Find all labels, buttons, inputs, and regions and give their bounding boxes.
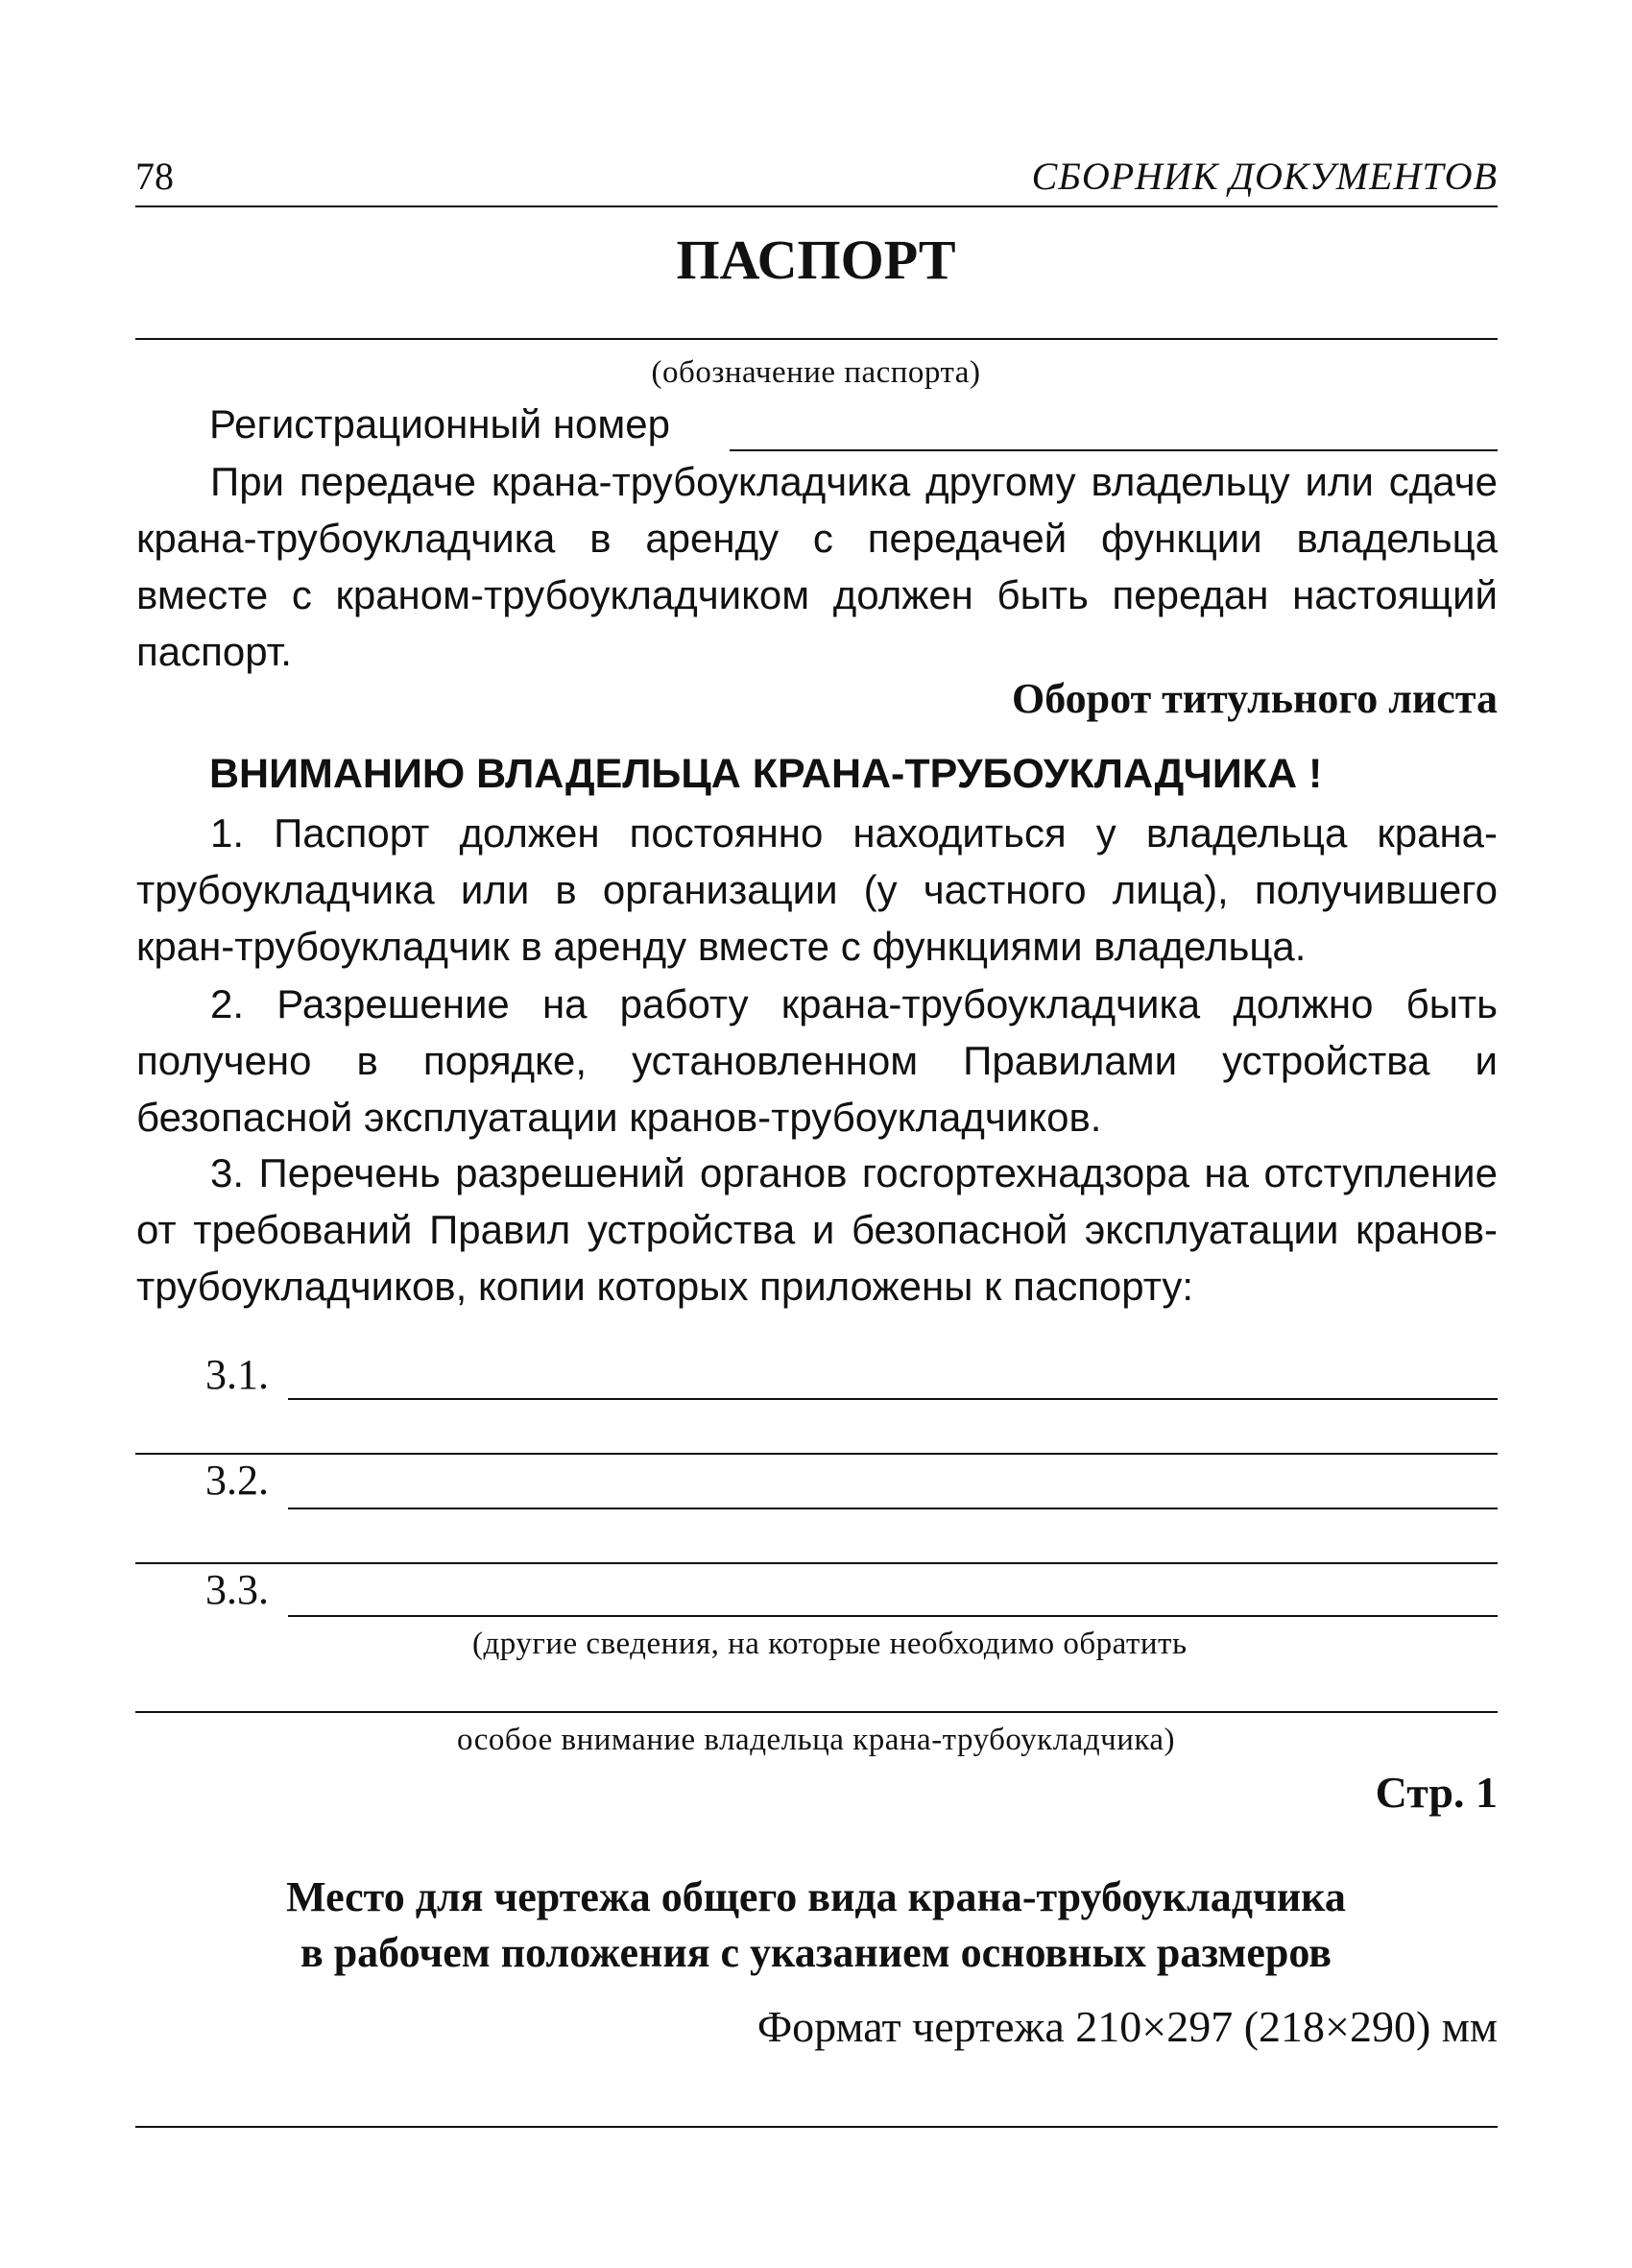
subitem-3-2-label: 3.2. (205, 1457, 269, 1504)
subitem-3-3-line (288, 1615, 1498, 1617)
subitem-3-3-label: 3.3. (205, 1566, 269, 1613)
drawing-title-line-1: Место для чертежа общего вида крана-трубоукладчика (286, 1873, 1346, 1920)
page-number: 78 (135, 155, 174, 198)
registration-field-line (730, 449, 1498, 451)
subitem-3-2-continuation-line (135, 1562, 1498, 1564)
page-label: Стр. 1 (1375, 1768, 1498, 1817)
subitem-3-1-continuation-line (135, 1453, 1498, 1455)
registration-label: Регистрационный номер (209, 401, 670, 446)
item-1: 1. Паспорт должен постоянно находиться у владельца крана-трубоукладчика или в организации (у частного лица), получившего кран-трубоукладчик в аренду вместе с функциями владельца. (136, 810, 1498, 969)
designation-caption: (обозначение паспорта) (651, 355, 981, 390)
designation-line (135, 338, 1498, 340)
attention-heading: ВНИМАНИЮ ВЛАДЕЛЬЦА КРАНА-ТРУБОУКЛАДЧИКА ! (209, 751, 1323, 797)
item-3: 3. Перечень разрешений органов госгортехнадзора на отступление от требований Правил устройства и безопасной эксплуатации кранов-трубоукладчиков, копии которых приложены к паспорту: (136, 1150, 1498, 1309)
drawing-format: Формат чертежа 210×297 (218×290) мм (756, 2002, 1498, 2051)
transfer-paragraph: При передаче крана-трубоукладчика другому владельцу или сдаче крана-трубоукладчика в аренду с передачей функции владельца вместе с краном-трубоукладчиком должен быть передан настоящий паспорт. (136, 459, 1498, 674)
other-info-caption-2: особое внимание владельца крана-трубоукладчика) (456, 1723, 1176, 1757)
bottom-rule (135, 2126, 1498, 2128)
document-title: ПАСПОРТ (676, 229, 956, 291)
other-info-line (135, 1711, 1498, 1713)
subitem-3-2-line (288, 1508, 1498, 1509)
drawing-title-line-2: в рабочем положения с указанием основных размеров (300, 1929, 1332, 1976)
item-2: 2. Разрешение на работу крана-трубоукладчика должно быть получено в порядке, установленном Правилами устройства и безопасной эксплуатации кранов-трубоукладчиков. (136, 981, 1498, 1140)
subitem-3-1-line (288, 1398, 1498, 1400)
section-heading: Оборот титульного листа (1012, 675, 1498, 722)
other-info-caption-1: (другие сведения, на которые необходимо обратить (472, 1627, 1188, 1661)
header-rule (135, 205, 1498, 207)
running-title: СБОРНИК ДОКУМЕНТОВ (1031, 155, 1498, 198)
subitem-3-1-label: 3.1. (205, 1351, 269, 1398)
